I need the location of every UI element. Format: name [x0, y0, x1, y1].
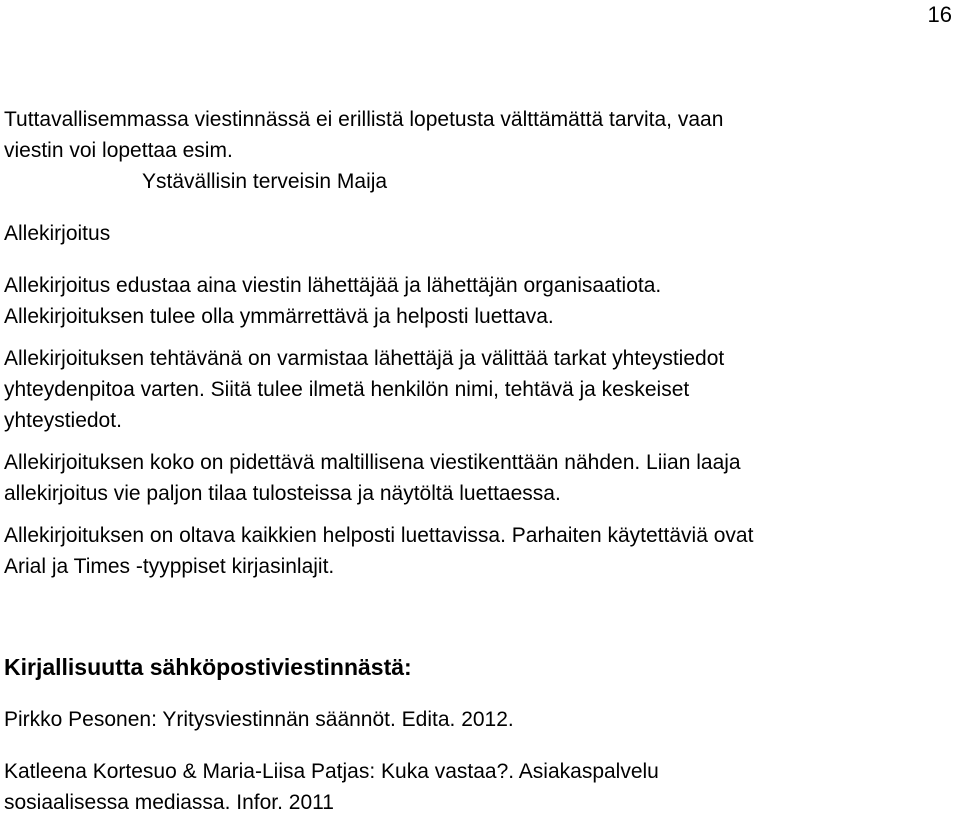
section-heading-signature: Allekirjoitus [4, 222, 111, 245]
paragraph-line: Arial ja Times -tyyppiset kirjasinlajit. [4, 555, 335, 578]
intro-line: Tuttavallisemmassa viestinnässä ei erillistä lopetusta välttämättä tarvita, vaan [4, 108, 724, 131]
intro-line: viestin voi lopettaa esim. [4, 139, 233, 162]
paragraph-line: yhteystiedot. [4, 409, 122, 432]
paragraph-line: allekirjoitus vie paljon tilaa tulosteissa ja näytöltä luettaessa. [4, 482, 561, 505]
paragraph-line: Allekirjoituksen koko on pidettävä maltillisena viestikenttään nähden. Liian laaja [4, 451, 741, 474]
paragraph-line: Allekirjoituksen on oltava kaikkien helposti luettavissa. Parhaiten käytettäviä ovat [4, 524, 754, 547]
reference-line: Pirkko Pesonen: Yritysviestinnän säännöt. Edita. 2012. [4, 708, 514, 731]
paragraph-line: Allekirjoituksen tehtävänä on varmistaa lähettäjä ja välittää tarkat yhteystiedot [4, 347, 725, 370]
paragraph-line: Allekirjoituksen tulee olla ymmärrettävä ja helposti luettava. [4, 305, 554, 328]
paragraph-line: yhteydenpitoa varten. Siitä tulee ilmetä henkilön nimi, tehtävä ja keskeiset [4, 378, 690, 401]
page-number: 16 [927, 2, 952, 27]
reference-line: sosiaalisessa mediassa. Infor. 2011 [4, 791, 334, 814]
paragraph-line: Allekirjoitus edustaa aina viestin lähettäjää ja lähettäjän organisaatiota. [4, 274, 662, 297]
closing-example: Ystävällisin terveisin Maija [142, 170, 388, 193]
section-heading-literature: Kirjallisuutta sähköpostiviestinnästä: [4, 654, 412, 680]
document-body [4, 104, 944, 818]
reference-line: Katleena Kortesuo & Maria-Liisa Patjas: Kuka vastaa?. Asiakaspalvelu [4, 760, 659, 783]
